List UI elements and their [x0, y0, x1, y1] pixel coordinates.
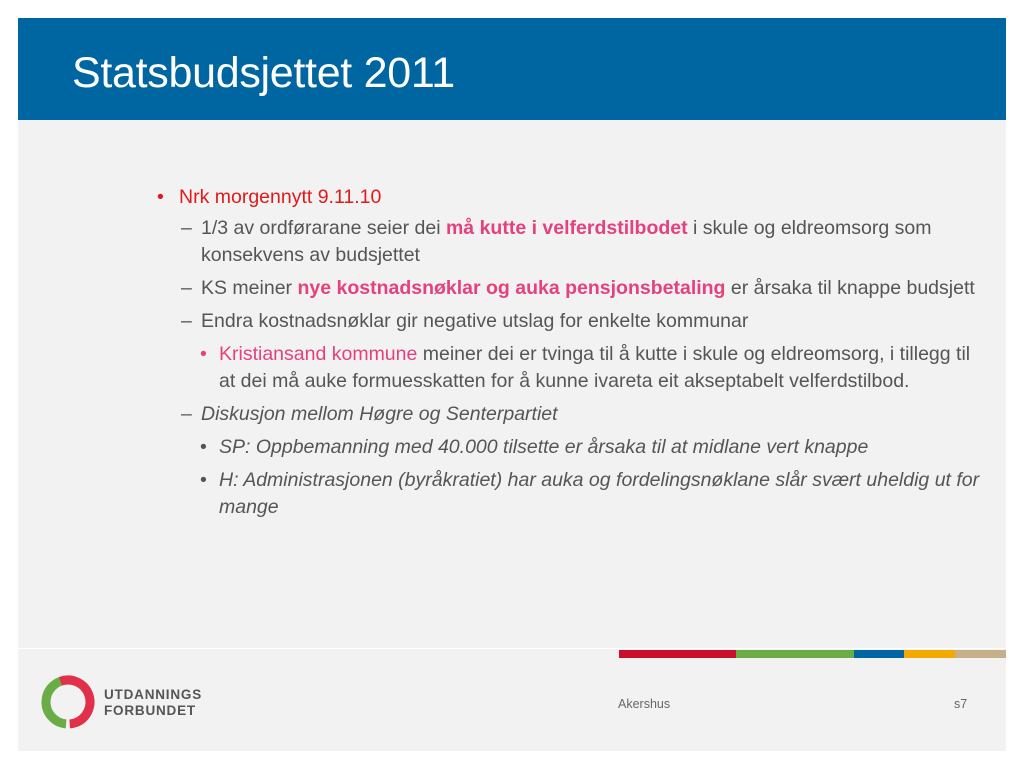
logo-line-2: FORBUNDET	[104, 703, 196, 718]
title-bar	[18, 18, 1006, 120]
bullet-dash-icon: –	[181, 277, 192, 299]
bullet-level2	[155, 401, 980, 428]
stripe-blue	[854, 650, 904, 658]
stripe-red	[619, 650, 736, 658]
bullet-text-post: meiner dei er tvinga til å kutte i skule og eldreomsorg, i tillegg til at dei må auke formuesskatten for å kunne ivareta eit akseptabelt velferdstilbod.	[219, 343, 971, 392]
bullet-level2	[155, 215, 980, 269]
slide-number: s7	[954, 697, 968, 711]
bullet-text-post: er årsaka til knappe budsjett	[725, 277, 975, 299]
slide-title: Statsbudsjettet 2011	[72, 49, 455, 97]
slide-body	[155, 184, 980, 527]
bullet-text: Nrk morgennytt 9.11.10	[179, 186, 382, 208]
bullet-dash-icon: –	[181, 217, 192, 239]
color-stripe	[619, 650, 1006, 658]
bullet-text: SP: Oppbemanning med 40.000 tilsette er årsaka til at midlane vert knappe	[219, 436, 869, 458]
bullet-level2	[155, 308, 980, 335]
bullet-level2	[155, 275, 980, 302]
bullet-level3	[155, 434, 980, 461]
bullet-level3	[155, 341, 980, 395]
stripe-tan	[955, 650, 1006, 658]
bullet-dot-icon: •	[200, 436, 207, 458]
bullet-highlight: må kutte i velferdstilbodet	[445, 217, 688, 239]
logo-brand-text	[104, 687, 202, 719]
bullet-text-post: i skule og eldreomsorg som konsekvens av budsjettet	[201, 217, 932, 266]
bullet-text: Diskusjon mellom Høgre og Senterpartiet	[201, 403, 558, 425]
bullet-text-pre: 1/3 av ordførarane seier dei	[201, 217, 446, 239]
bullet-text: Endra kostnadsnøklar gir negative utslag for enkelte kommunar	[201, 310, 749, 332]
bullet-dash-icon: –	[181, 403, 192, 425]
bullet-text-pre: KS meiner	[201, 277, 298, 299]
bullet-text: H: Administrasjonen (byråkratiet) har auka og fordelingsnøklane slår svært uheldig ut for mange	[219, 469, 980, 518]
bullet-dot-icon: •	[200, 469, 207, 491]
bullet-dot-icon: •	[157, 186, 164, 208]
bullet-dash-icon: –	[181, 310, 192, 332]
bullet-level3	[155, 467, 980, 521]
bullet-level1	[155, 184, 980, 211]
bullet-dot-icon: •	[200, 343, 207, 365]
stripe-green	[736, 650, 854, 658]
footer-location: Akershus	[618, 697, 671, 711]
bullet-highlight: nye kostnadsnøklar og auka pensjonsbetaling	[297, 277, 726, 299]
stripe-yellow	[904, 650, 955, 658]
logo-line-1: UTDANNINGS	[104, 687, 202, 702]
bullet-highlight: Kristiansand kommune	[219, 343, 418, 365]
